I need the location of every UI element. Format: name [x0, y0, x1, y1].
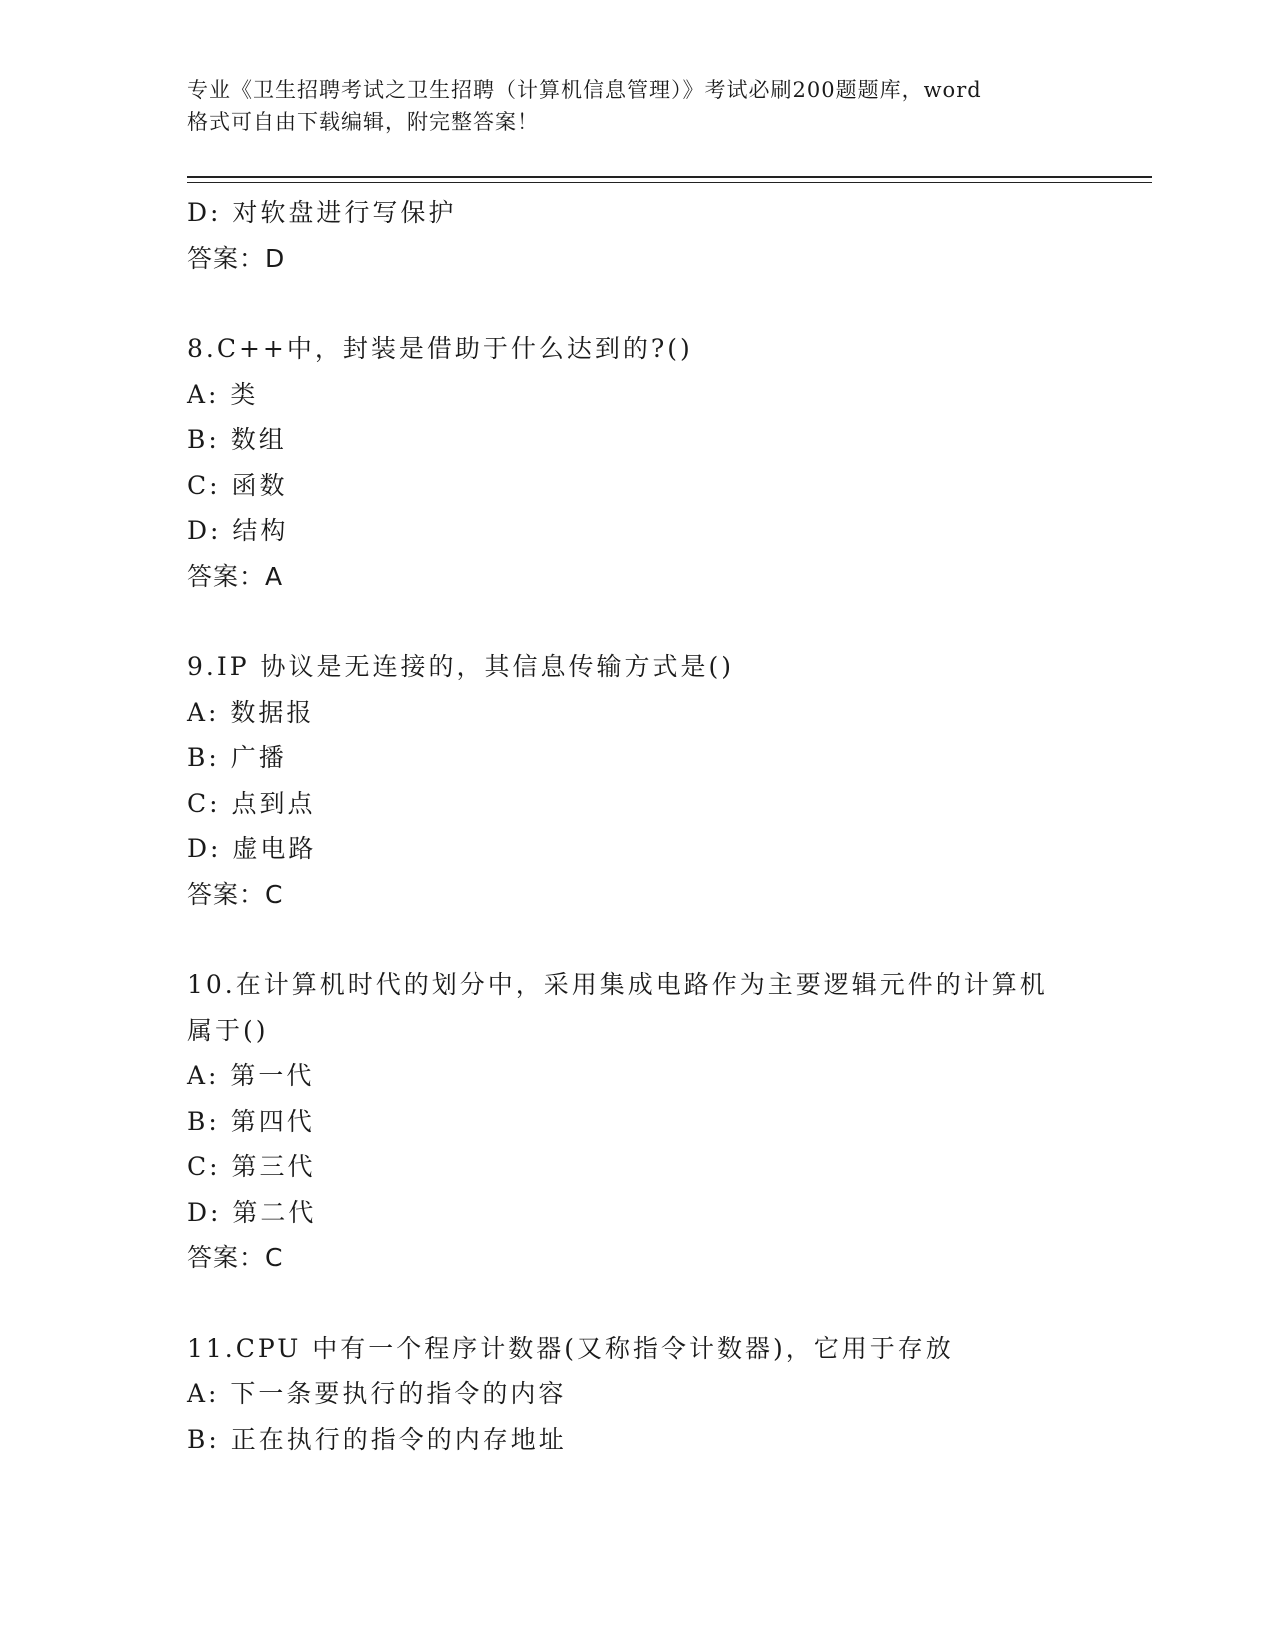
answer-line: 答案：A	[187, 561, 284, 591]
option-b: B: 第四代	[187, 1106, 315, 1136]
header-divider-thin	[187, 182, 1152, 183]
option-c: C: 点到点	[187, 788, 316, 818]
question-text-line-1: 10.在计算机时代的划分中，采用集成电路作为主要逻辑元件的计算机	[187, 970, 1048, 999]
option-b: B: 数组	[187, 425, 287, 454]
spacer	[187, 281, 1117, 326]
question-text: 9.IP 协议是无连接的，其信息传输方式是()	[187, 652, 735, 681]
option-b: B: 广播	[187, 743, 287, 772]
option-a: A: 数据报	[187, 697, 315, 727]
question-text: 11.CPU 中有一个程序计数器(又称指令计数器)，它用于存放	[187, 1333, 954, 1363]
spacer	[187, 917, 1117, 962]
question-fragment	[187, 190, 1117, 281]
question-9	[187, 644, 1117, 917]
question-11	[187, 1326, 1117, 1463]
spacer	[187, 1281, 1117, 1326]
option-d: D: 对软盘进行写保护	[187, 198, 457, 227]
spacer	[187, 599, 1117, 644]
option-c: C: 第三代	[187, 1152, 316, 1181]
answer-line: 答案：C	[187, 1243, 284, 1272]
header-line-1: 专业《卫生招聘考试之卫生招聘（计算机信息管理）》考试必刷200题题库，word	[187, 78, 982, 102]
option-b: B: 正在执行的指令的内存地址	[187, 1424, 567, 1454]
question-text-line-2: 属于()	[187, 1015, 269, 1045]
option-a: A: 类	[187, 379, 259, 409]
question-text: 8.C++中，封装是借助于什么达到的?()	[187, 334, 693, 363]
header-line-2: 格式可自由下载编辑，附完整答案！	[187, 110, 539, 134]
answer-line: 答案：C	[187, 879, 284, 909]
option-d: D: 第二代	[187, 1197, 317, 1227]
option-c: C: 函数	[187, 470, 288, 500]
option-a: A: 下一条要执行的指令的内容	[187, 1379, 567, 1408]
option-d: D: 虚电路	[187, 834, 317, 863]
answer-line: 答案：D	[187, 243, 286, 273]
header-divider-thick	[187, 176, 1152, 178]
question-10	[187, 962, 1117, 1281]
option-d: D: 结构	[187, 516, 289, 545]
question-8	[187, 326, 1117, 599]
option-a: A: 第一代	[187, 1061, 315, 1090]
question-list	[187, 190, 1117, 1462]
document-header	[187, 74, 1097, 138]
